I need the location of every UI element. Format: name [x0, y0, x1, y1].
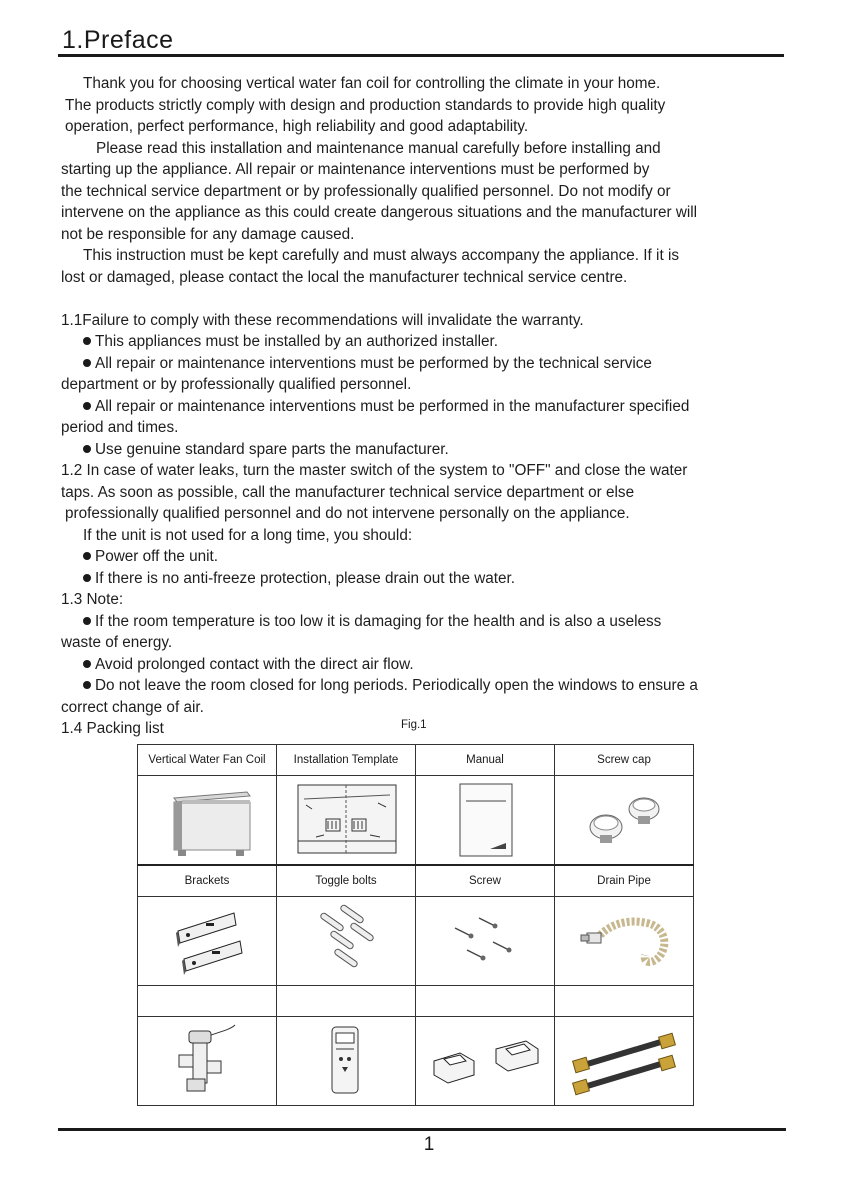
drain-pipe-image — [555, 897, 694, 986]
packing-label-screw-cap: Screw cap — [555, 745, 694, 776]
section-heading-1-4: 1.4 Packing list — [61, 720, 164, 737]
bullet-continuation: period and times. — [61, 419, 179, 436]
bullet-icon — [83, 359, 91, 367]
bullet-item: Avoid prolonged contact with the direct air flow. — [61, 654, 801, 676]
preface-line: starting up the appliance. All repair or maintenance interventions must be performed by — [61, 161, 650, 178]
bullet-continuation: waste of energy. — [61, 634, 173, 651]
bullet-icon — [83, 337, 91, 345]
drain-pipe-icon — [569, 901, 679, 981]
bullet-continuation: department or by professionally qualified personnel. — [61, 376, 412, 393]
bullet-item: Power off the unit. — [61, 546, 801, 568]
flexible-hoses-icon — [564, 1021, 684, 1101]
bullet-icon — [83, 574, 91, 582]
brackets-blocks-image — [416, 1017, 555, 1106]
figure-label: Fig.1 — [401, 719, 427, 731]
bullet-item: Use genuine standard spare parts the manufacturer. — [61, 439, 801, 461]
screw-icon — [445, 906, 525, 976]
section-heading-1-1: 1.1Failure to comply with these recommendations will invalidate the warranty. — [61, 311, 584, 329]
packing-label-template: Installation Template — [277, 745, 416, 776]
section-1-2-line: If the unit is not used for a long time, you should: — [83, 526, 413, 544]
bullet-icon — [83, 445, 91, 453]
preface-line: intervene on the appliance as this could create dangerous situations and the manufacturer will — [61, 204, 698, 221]
manual-image — [416, 776, 555, 866]
page-number: 1 — [423, 1134, 435, 1155]
preface-line: operation, perfect performance, high reliability and good adaptability. — [65, 118, 529, 135]
mounting-blocks-icon — [420, 1031, 550, 1091]
bullet-item: All repair or maintenance interventions must be performed by the technical service — [61, 353, 801, 375]
section-heading-1-3: 1.3 Note: — [61, 591, 124, 608]
body-text — [61, 73, 801, 740]
bullet-item: All repair or maintenance interventions must be performed in the manufacturer specified — [61, 396, 801, 418]
bullet-icon — [83, 552, 91, 560]
screw-cap-image — [555, 776, 694, 866]
bullet-item: If the room temperature is too low it is damaging for the health and is also a useless — [61, 611, 801, 633]
preface-line: not be responsible for any damage caused. — [61, 225, 355, 243]
packing-label-screw: Screw — [416, 865, 555, 897]
remote-control-icon — [316, 1021, 376, 1101]
valve-image — [138, 1017, 277, 1106]
preface-line: lost or damaged, please contact the local the manufacturer technical service centre. — [61, 268, 628, 286]
preface-line: Please read this installation and maintenance manual carefully before installing and — [96, 139, 661, 157]
brackets-icon — [162, 901, 252, 981]
section-1-2-line: professionally qualified personnel and do not intervene personally on the appliance. — [65, 505, 630, 522]
screw-image — [416, 897, 555, 986]
preface-line: The products strictly comply with design and production standards to provide high quality — [65, 96, 666, 114]
packing-list-table — [137, 744, 694, 1106]
page-title: 1.Preface — [62, 26, 174, 54]
template-image — [277, 776, 416, 866]
packing-label-drain-pipe: Drain Pipe — [555, 865, 694, 897]
bullet-icon — [83, 681, 91, 689]
bottom-rule — [58, 1128, 786, 1131]
bullet-continuation: correct change of air. — [61, 698, 204, 716]
packing-label-fan-coil: Vertical Water Fan Coil — [138, 745, 277, 776]
preface-line: This instruction must be kept carefully and must always accompany the appliance. If it is — [83, 247, 680, 264]
section-1-2-line: taps. As soon as possible, call the manufacturer technical service department or else — [61, 483, 635, 501]
installation-template-icon — [286, 779, 406, 861]
brackets-image — [138, 897, 277, 986]
bullet-icon — [83, 660, 91, 668]
fan-coil-image — [138, 776, 277, 866]
bullet-icon — [83, 617, 91, 625]
valve-icon — [157, 1021, 257, 1101]
preface-line: Thank you for choosing vertical water fan coil for controlling the climate in your home. — [83, 75, 661, 92]
bullet-item: This appliances must be installed by an authorized installer. — [61, 331, 801, 353]
bullet-item: If there is no anti-freeze protection, please drain out the water. — [61, 568, 801, 590]
fan-coil-icon — [152, 780, 262, 860]
top-rule — [58, 54, 784, 57]
packing-label-toggle-bolts: Toggle bolts — [277, 865, 416, 897]
preface-line: the technical service department or by professionally qualified personnel. Do not modify or — [61, 182, 671, 200]
remote-image — [277, 1017, 416, 1106]
packing-label-brackets: Brackets — [138, 865, 277, 897]
bullet-item: Do not leave the room closed for long periods. Periodically open the windows to ensure a — [61, 675, 801, 697]
toggle-bolts-icon — [301, 901, 391, 981]
toggle-bolts-image — [277, 897, 416, 986]
section-1-2-line: 1.2 In case of water leaks, turn the master switch of the system to "OFF" and close the water — [61, 462, 688, 479]
screw-cap-icon — [574, 785, 674, 855]
manual-icon — [450, 779, 520, 861]
packing-label-manual: Manual — [416, 745, 555, 776]
bullet-icon — [83, 402, 91, 410]
hoses-image — [555, 1017, 694, 1106]
